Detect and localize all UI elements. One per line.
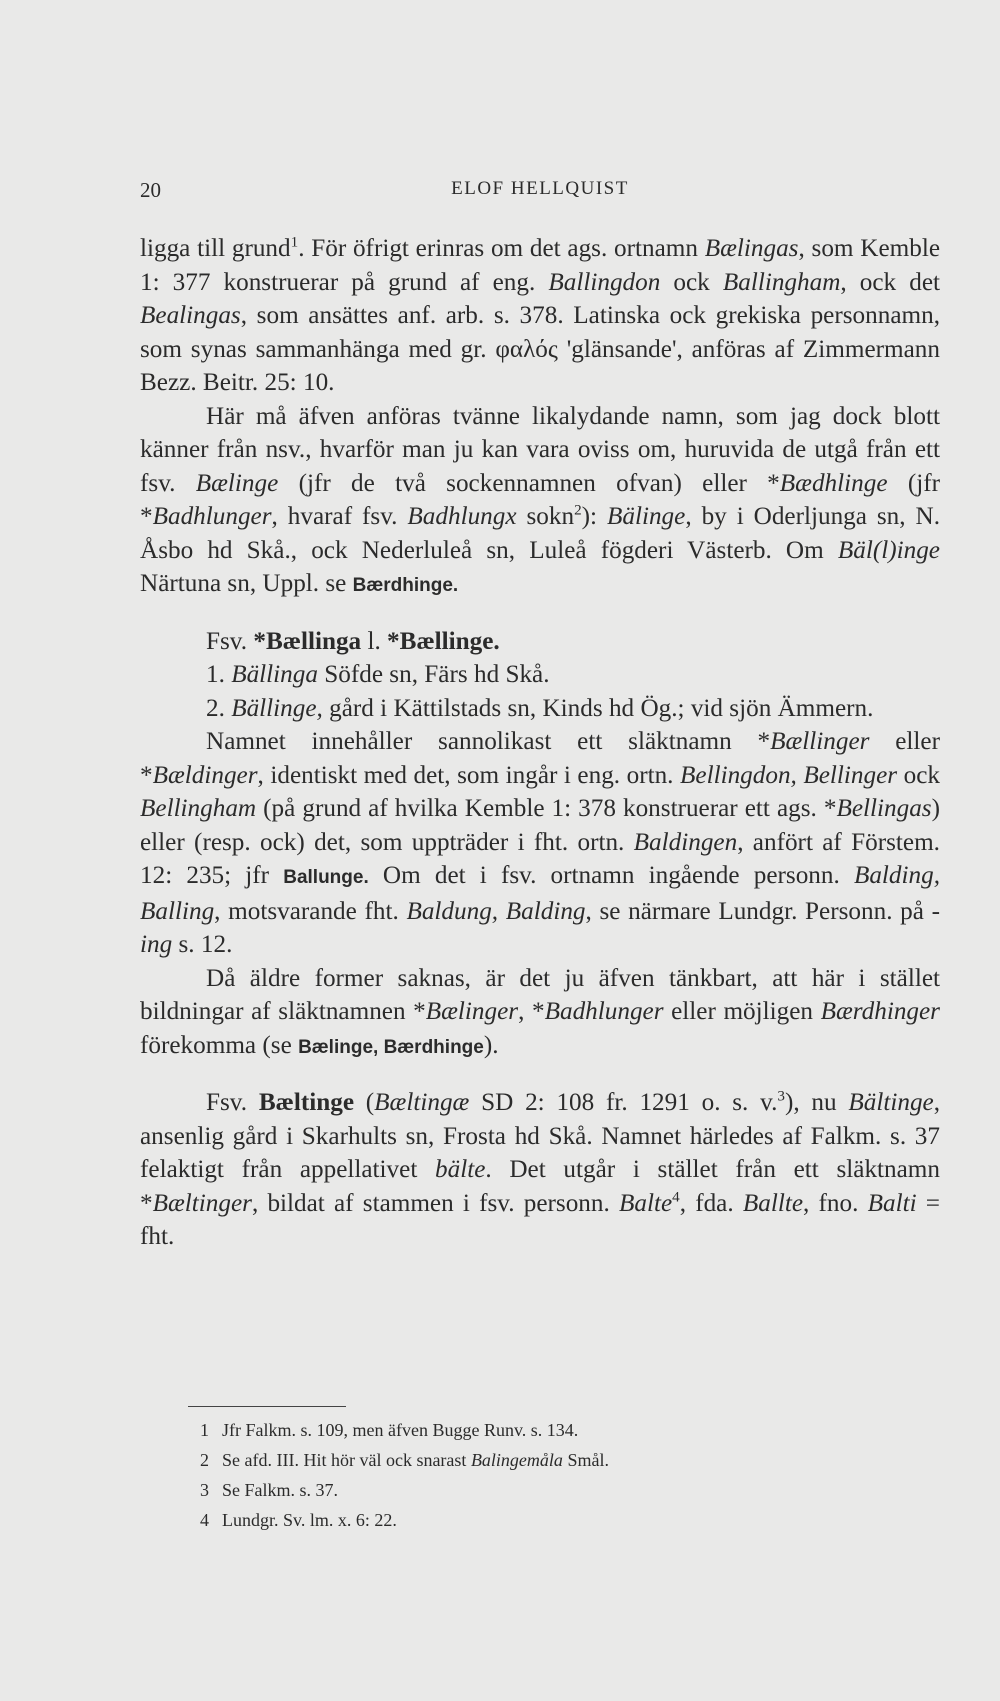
entry-2: Fsv. Bæltinge (Bæltingæ SD 2: 108 fr. 1291 o. s. v.$^3$), nu Bältinge, ansenlig gård i Skarhults sn, Frosta hd Skå. Namnet härledes af Falkm. s. 37 felaktigt från appellativet bälte. Det utgår i stället från ett släktnamn *Bæltinger, bildat af stammen i fsv. personn. Balte$^4$, fda. Ballte, fno. Balti = fht. (140, 1088, 941, 1250)
entry-item-2: 2. Bällinge, gård i Kättilstads sn, Kinds hd Ög.; vid sjön Ämmern. (206, 694, 874, 722)
page-number: 20 (140, 178, 161, 202)
footnote-2: 2 Se afd. III. Hit hör väl ock snarast Balingemåla Smål. (200, 1450, 609, 1470)
paragraph-1: ligga till grund$^1$. För öfrigt erinras om det ags. ortnamn Bælingas, som Kemble 1: 377 konstruerar på grund af eng. Ballingdon ock Ballingham, ock det Bealingas, som ansättes anf. arb. s. 378. Latinska ock grekiska personnamn, som synas sammanhänga med gr. φαλός 'glänsande', anföras af Zimmermann Bezz. Beitr. 25: 10. (140, 234, 940, 396)
cross-reference[interactable]: Bærdhinge. (352, 575, 459, 596)
running-head (140, 178, 940, 208)
footnote-3: 3 Se Falkm. s. 37. (200, 1480, 339, 1500)
body-text (140, 232, 940, 1254)
footnote-ref[interactable]: 3 (777, 1088, 785, 1105)
footnote-ref[interactable]: 4 (672, 1189, 680, 1206)
footnotes (200, 1415, 940, 1535)
entry-paragraph-2: Då äldre former saknas, är det ju äfven tänkbart, att här i stället bildningar af släktnamnen *Bælinger, *Badhlunger eller möjligen Bærdhinger förekomma (se Bælinge, Bærdhinge). (140, 964, 940, 1059)
entry-headword: Fsv. *Bællinga l. *Bællinge. (206, 627, 500, 655)
entry-paragraph: Namnet innehåller sannolikast ett släktnamn *Bællinger eller *Bældinger, identiskt med det, som ingår i eng. ortn. Bellingdon, Bellinger ock Bellingham (på grund af hvilka Kemble 1: 378 konstruerar ett ags. *Bellingas) eller (resp. ock) det, som uppträder i fht. ortn. Baldingen, anfört af Förstem. 12: 235; jfr Ballunge. Om det i fsv. ortnamn ingående personn. Balding, Balling, motsvarande fht. Baldung, Balding, se närmare Lundgr. Personn. på -ing s. 12. (140, 728, 941, 958)
running-title: ELOF HELLQUIST (451, 178, 629, 199)
footnote-divider (188, 1406, 346, 1407)
cross-reference[interactable]: Bælinge, Bærdhinge (298, 1036, 484, 1058)
footnote-ref[interactable]: 1 (290, 234, 299, 251)
footnote-4: 4 Lundgr. Sv. lm. x. 6: 22. (200, 1510, 397, 1530)
footnote-1: 1 Jfr Falkm. s. 109, men äfven Bugge Runv. s. 134. (200, 1420, 579, 1440)
entry-item-1: 1. Bällinga Söfde sn, Färs hd Skå. (206, 661, 550, 688)
paragraph-2: Här må äfven anföras tvänne likalydande namn, som jag dock blott känner från nsv., hvarför man ju kan vara oviss om, huruvida de utgå från ett fsv. Bælinge (jfr de två sockennamnen ofvan) eller *Bædhlinge (jfr *Badhlunger, hvaraf fsv. Badhlungx sokn$^2$): Bälinge, by i Oderljunga sn, N. Åsbo hd Skå., ock Nederluleå sn, Luleå fögderi Västerb. Om Bäl(l)inge Närtuna sn, Uppl. se Bærdhinge. (140, 402, 940, 597)
cross-reference[interactable]: Ballunge. (283, 867, 369, 888)
footnote-ref[interactable]: 2 (574, 502, 582, 519)
